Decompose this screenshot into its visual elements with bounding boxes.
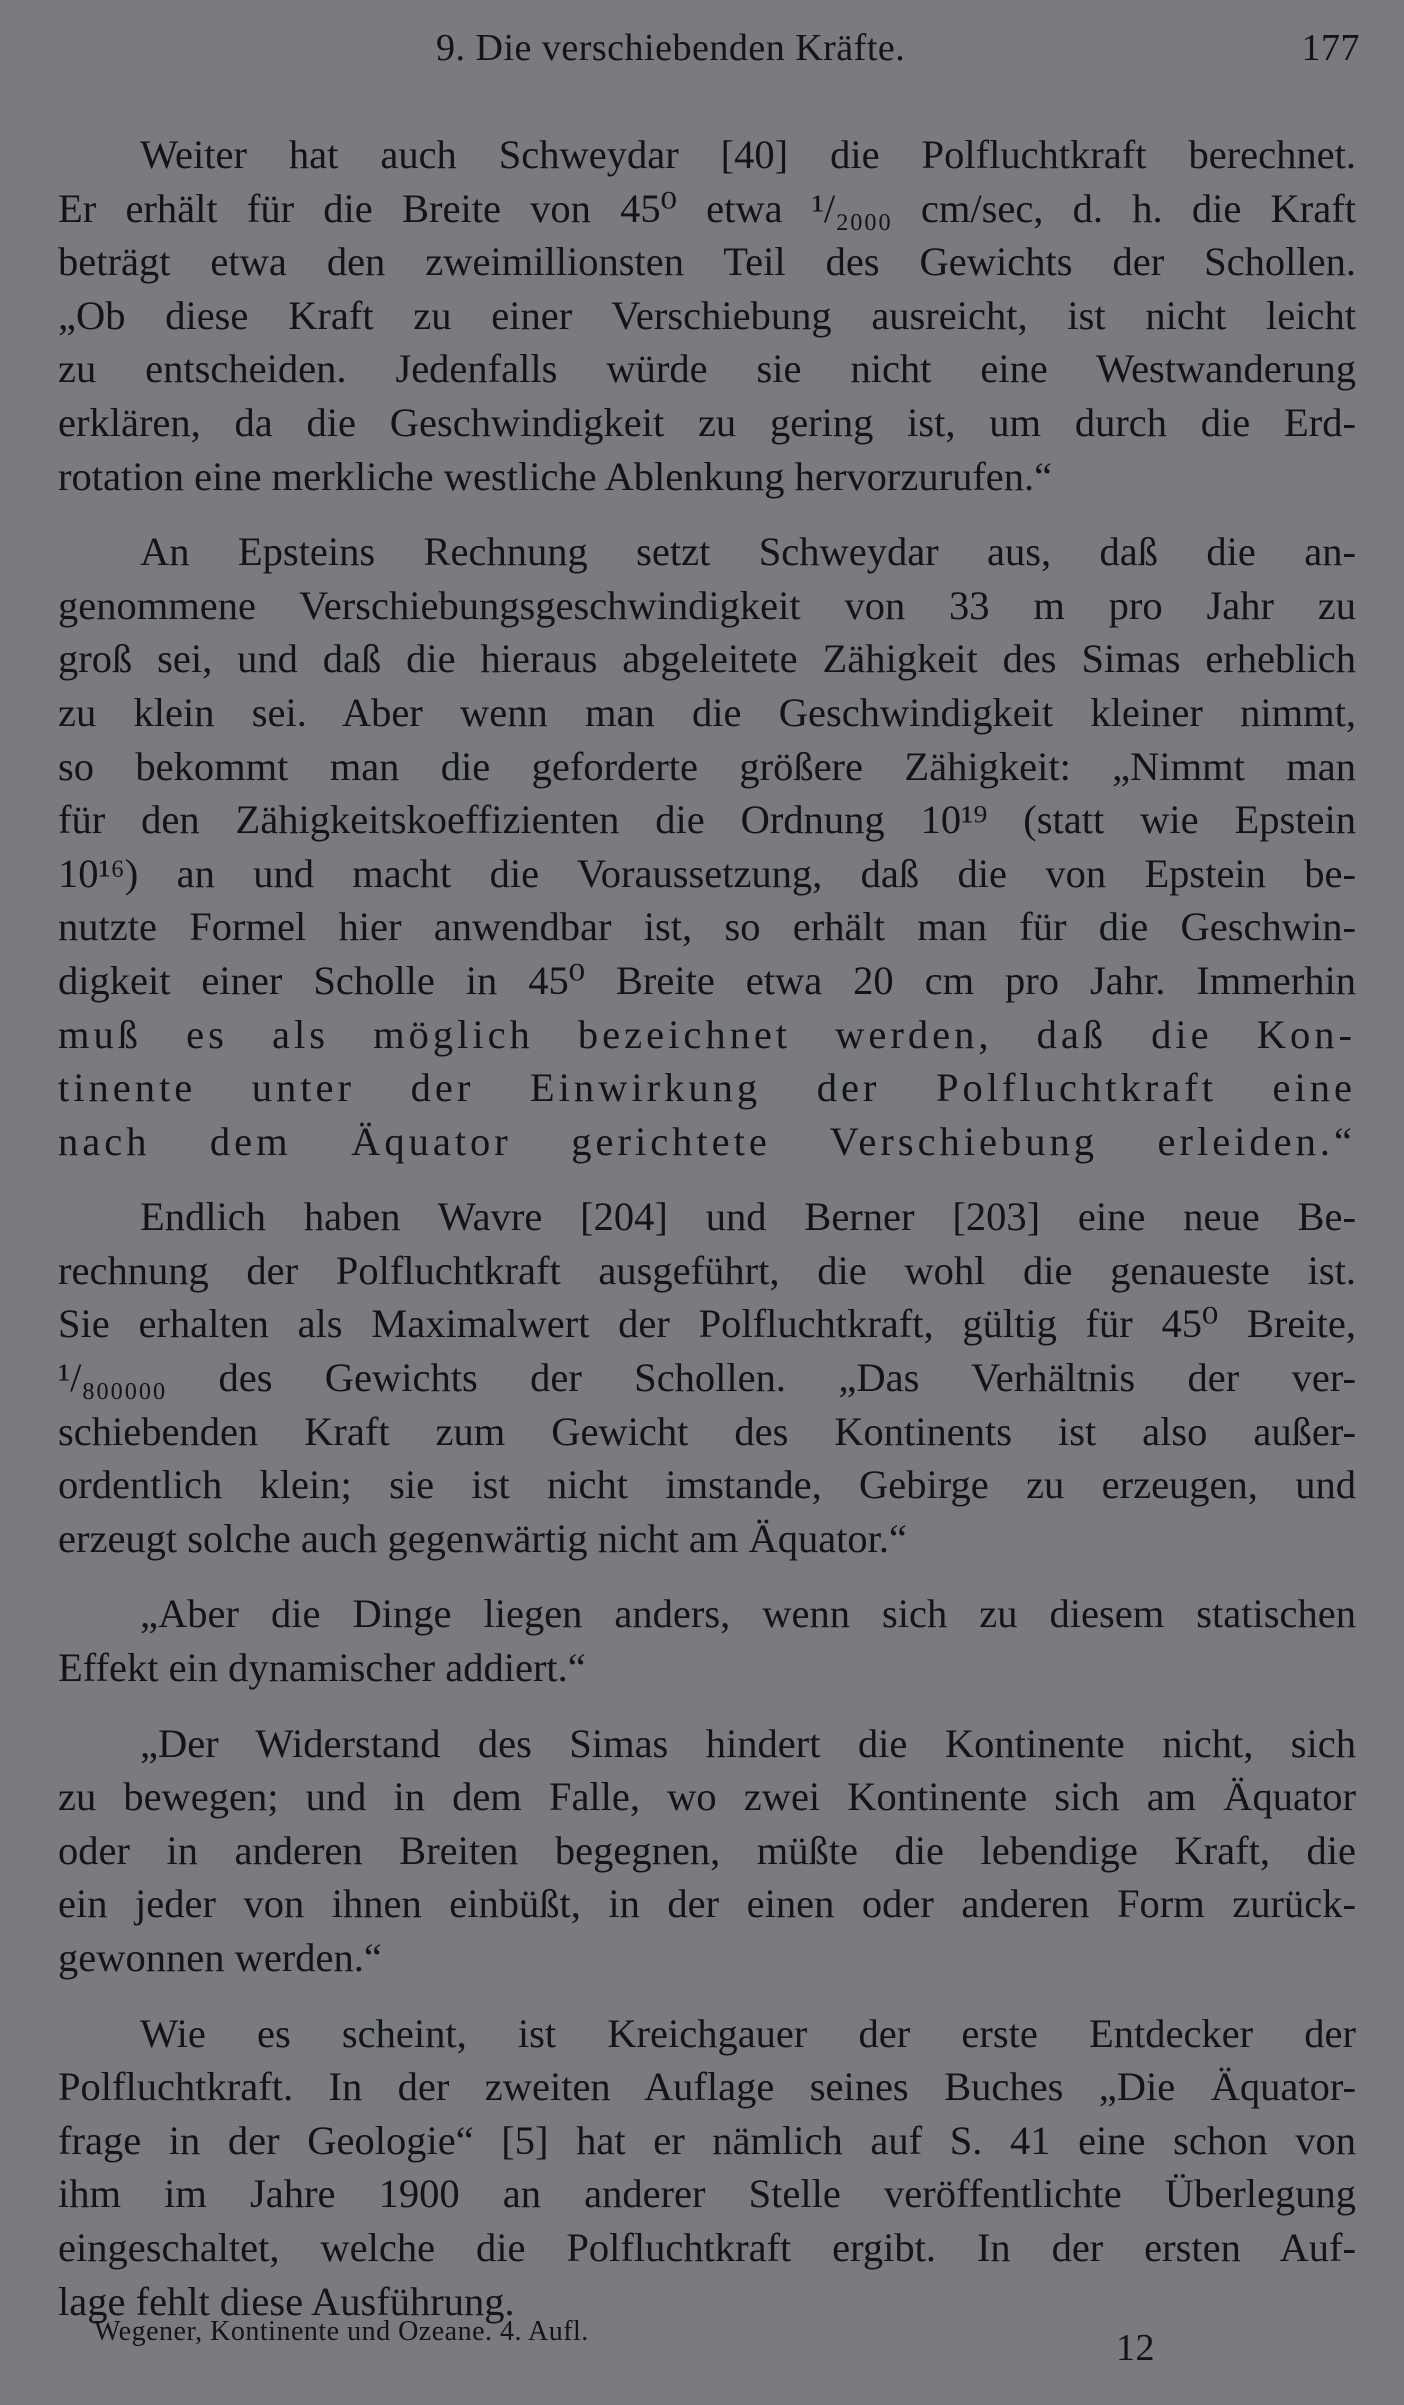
text-line: so bekommt man die geforderte größere Zähigkeit: „Nimmt man: [58, 743, 1356, 789]
paragraph: [58, 1587, 1356, 1694]
text-line: genommene Verschiebungsgeschwindigkeit von 33 m pro Jahr zu: [58, 582, 1356, 628]
text-line: Polfluchtkraft. In der zweiten Auflage seines Buches „Die Äquator-: [58, 2064, 1356, 2110]
text-line: tinente unter der Einwirkung der Polfluchtkraft eine: [58, 1065, 1356, 1111]
text-line: ordentlich klein; sie ist nicht imstande, Gebirge zu erzeugen, und: [58, 1462, 1356, 1508]
text-line: für den Zähigkeitskoeffizienten die Ordnung 10¹⁹ (statt wie Epstein: [58, 797, 1356, 843]
text-line: oder in anderen Breiten begegnen, müßte die lebendige Kraft, die: [58, 1827, 1356, 1873]
text-line: eingeschaltet, welche die Polfluchtkraft ergibt. In der ersten Auf-: [58, 2224, 1356, 2270]
body-text: [58, 128, 1356, 2350]
text-line: erzeugt solche auch gegenwärtig nicht am Äquator.“: [58, 1515, 908, 1561]
text-line: ein jeder von ihnen einbüßt, in der einen oder anderen Form zurück-: [58, 1881, 1356, 1927]
paragraph: [58, 128, 1356, 503]
text-line: nutzte Formel hier anwendbar ist, so erhält man für die Geschwin-: [58, 904, 1356, 950]
paragraph: [58, 2007, 1356, 2329]
text-line: „Der Widerstand des Simas hindert die Kontinente nicht, sich: [140, 1720, 1356, 1766]
text-line: Effekt ein dynamischer addiert.“: [58, 1645, 586, 1691]
text-line: nach dem Äquator gerichtete Verschiebung erleiden.“: [58, 1118, 1356, 1164]
text-line: erklären, da die Geschwindigkeit zu gering ist, um durch die Erd-: [58, 399, 1356, 445]
text-line: „Aber die Dinge liegen anders, wenn sich zu diesem statischen: [140, 1591, 1356, 1637]
text-line: beträgt etwa den zweimillionsten Teil des Gewichts der Schollen.: [58, 239, 1356, 285]
text-line: rotation eine merkliche westliche Ablenkung hervorzurufen.“: [58, 453, 1053, 499]
text-line: schiebenden Kraft zum Gewicht des Kontinents ist also außer-: [58, 1408, 1356, 1454]
text-line: ¹/₈₀₀₀₀₀ des Gewichts der Schollen. „Das Verhältnis der ver-: [58, 1355, 1356, 1401]
imprint-line: Wegener, Kontinente und Ozeane. 4. Aufl.: [94, 2316, 589, 2347]
text-line: muß es als möglich bezeichnet werden, daß die Kon-: [58, 1011, 1356, 1057]
text-line: rechnung der Polfluchtkraft ausgeführt, die wohl die genaueste ist.: [58, 1247, 1356, 1293]
paragraph: [58, 1190, 1356, 1565]
text-line: zu bewegen; und in dem Falle, wo zwei Kontinente sich am Äquator: [58, 1774, 1356, 1820]
paragraph: [58, 525, 1356, 1168]
text-line: Endlich haben Wavre [204] und Berner [203] eine neue Be-: [140, 1194, 1356, 1240]
signature-mark: 12: [1116, 2327, 1155, 2369]
text-line: lage fehlt diese Ausführung.: [58, 2278, 515, 2324]
text-line: Sie erhalten als Maximalwert der Polfluchtkraft, gültig für 45⁰ Breite,: [58, 1301, 1356, 1347]
text-line: 10¹⁶) an und macht die Voraussetzung, daß die von Epstein be-: [58, 850, 1356, 896]
text-line: frage in der Geologie“ [5] hat er nämlich auf S. 41 eine schon von: [58, 2117, 1356, 2163]
running-title: 9. Die verschiebenden Kräfte.: [436, 27, 906, 69]
page-number: 177: [1301, 27, 1360, 69]
page-footer: [94, 2316, 1194, 2369]
text-line: Er erhält für die Breite von 45⁰ etwa ¹/₂₀₀₀ cm/sec, d. h. die Kraft: [58, 185, 1356, 231]
running-header: [60, 26, 1364, 76]
text-line: An Epsteins Rechnung setzt Schweydar aus, daß die an-: [140, 529, 1356, 575]
text-line: gewonnen werden.“: [58, 1935, 382, 1980]
text-line: „Ob diese Kraft zu einer Verschiebung ausreicht, ist nicht leicht: [58, 292, 1356, 338]
text-line: groß sei, und daß die hieraus abgeleitete Zähigkeit des Simas erheblich: [58, 636, 1356, 682]
text-line: digkeit einer Scholle in 45⁰ Breite etwa 20 cm pro Jahr. Immerhin: [58, 957, 1356, 1003]
text-line: zu klein sei. Aber wenn man die Geschwindigkeit kleiner nimmt,: [58, 689, 1356, 735]
paragraph: [58, 1717, 1356, 1985]
text-line: ihm im Jahre 1900 an anderer Stelle veröffentlichte Überlegung: [58, 2171, 1356, 2217]
text-line: Wie es scheint, ist Kreichgauer der erste Entdecker der: [140, 2010, 1356, 2056]
text-line: Weiter hat auch Schweydar [40] die Polfluchtkraft berechnet.: [140, 132, 1356, 177]
text-line: zu entscheiden. Jedenfalls würde sie nicht eine Westwanderung: [58, 346, 1356, 392]
